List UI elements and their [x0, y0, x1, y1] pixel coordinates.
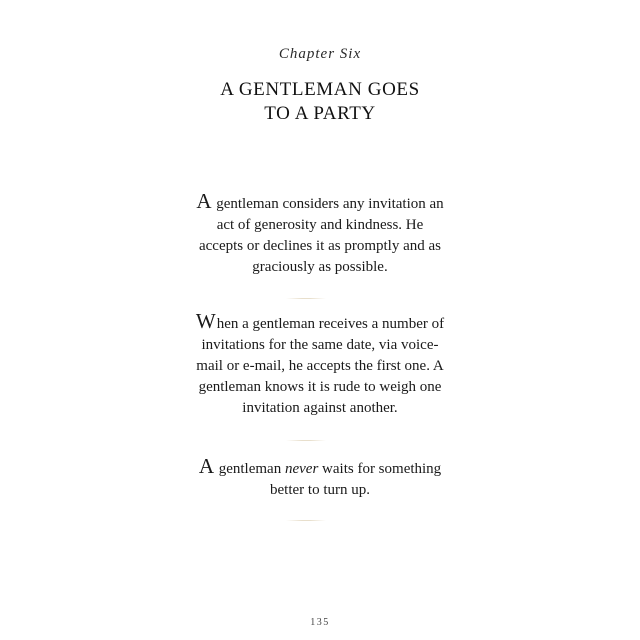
section-divider [286, 298, 326, 299]
initial-letter: A [198, 454, 214, 478]
chapter-title-line: TO A PARTY [264, 103, 376, 124]
paragraph-text: waits for something [318, 461, 442, 477]
page-number: 135 [310, 617, 330, 628]
chapter-title-line: A GENTLEMAN GOES [220, 79, 420, 100]
paragraph-invitation-generosity [170, 189, 470, 278]
initial-letter: A [196, 189, 212, 213]
paragraph-line [170, 189, 470, 215]
paragraph-line [170, 454, 470, 480]
paragraph-line: invitations for the same date, via voice- [201, 337, 439, 353]
paragraph-line: better to turn up. [270, 482, 370, 498]
paragraph-line: graciously as possible. [252, 259, 388, 275]
section-divider [286, 440, 326, 441]
paragraph-line: accepts or declines it as promptly and as [198, 238, 441, 254]
paragraph-text: gentleman [214, 461, 285, 477]
chapter-label: Chapter Six [278, 46, 362, 62]
section-divider [286, 520, 326, 521]
paragraph-line: act of generosity and kindness. He [216, 217, 424, 233]
paragraph-multiple-invitations [170, 309, 470, 419]
paragraph-line: invitation against another. [242, 400, 398, 416]
chapter-title [0, 78, 640, 126]
paragraph-line [170, 309, 470, 335]
paragraph-line: gentleman knows it is rude to weigh one [198, 379, 442, 395]
paragraph-never-waits [170, 454, 470, 501]
initial-letter: W [195, 309, 216, 333]
paragraph-text: hen a gentleman receives a number of [216, 316, 445, 332]
emphasized-word: never [284, 461, 319, 477]
paragraph-text: gentleman considers any invitation an [212, 196, 444, 212]
paragraph-line: mail or e-mail, he accepts the first one. A [196, 358, 444, 374]
